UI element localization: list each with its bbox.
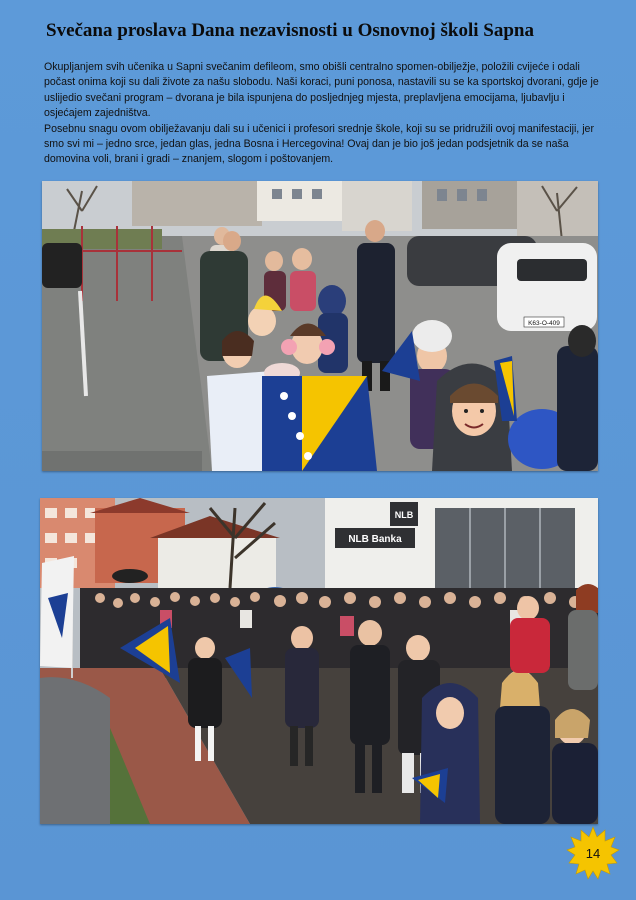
photo-1-illustration <box>42 181 598 471</box>
article-paragraph-1: Okupljanjem svih učenika u Sapni svečanim defileom, smo obišli centralno spomen-obilježje, položili cvijeće i odali počast onima koji su dali živote za našu slobodu. Naši koraci, puni ponosa, nastavili su se ka sportskoj dvorani, gdje je uslijedio svečani program – dvorana je bila ispunjena do posljednjeg mjesta, preplavljena emocijama, ljubavlju i osjećajem zajedništva. <box>44 61 599 120</box>
article-title: Svečana proslava Dana nezavisnosti u Osnovnoj školi Sapna <box>46 20 534 41</box>
photo-2-bank-logo: NLB <box>394 510 414 520</box>
photo-1-license-plate: K63-O-409 <box>528 320 560 327</box>
photo-2-bank-sign: NLB Banka <box>348 534 402 545</box>
page-number: 14 <box>585 845 601 861</box>
article-body <box>44 60 600 168</box>
photo-street-crowd <box>40 498 598 824</box>
article-paragraph-2: Posebnu snagu ovom obilježavanju dali su i učenici i profesori srednje škole, koji su se pridružili ovoj manifestaciji, jer smo svi mi – jedno srce, jedan glas, jedna Bosna i Hercegovina! Ovaj dan je bio još jedan podsjetnik da se naša domovina voli, brani i gradi – znanjem, slogom i poštovanjem. <box>44 122 594 166</box>
photo-2-illustration <box>40 498 598 824</box>
photo-children-with-flags <box>42 181 598 471</box>
